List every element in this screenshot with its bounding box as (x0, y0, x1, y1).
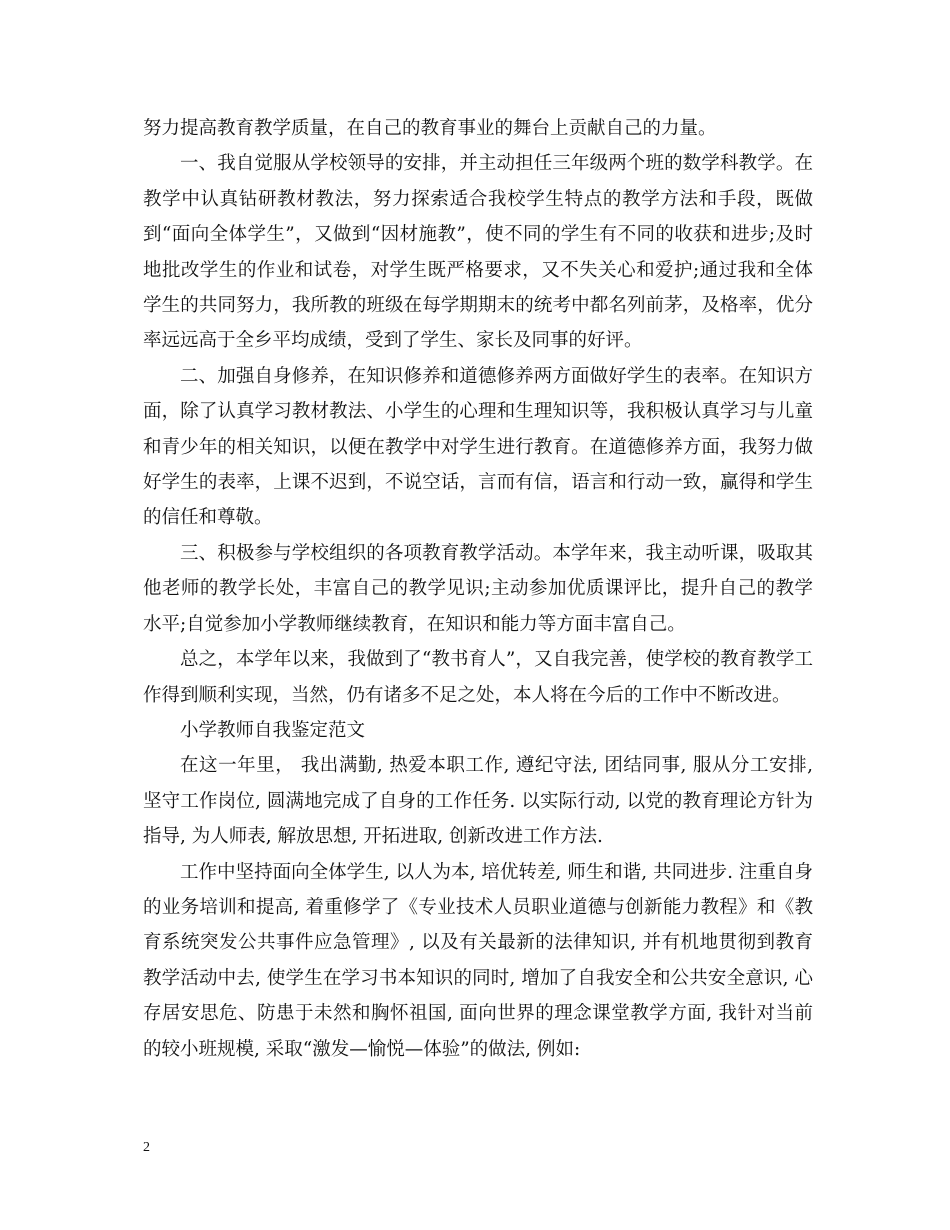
paragraph-continuation: 努力提高教育教学质量，在自己的教育事业的舞台上贡献自己的力量。 (143, 118, 717, 139)
page-number: 2 (143, 1140, 150, 1155)
paragraph-year-review: 在这一年里， 我出满勤, 热爱本职工作, 遵纪守法, 团结同事, 服从分工安排, 坚守工作岗位, 圆满地完成了自身的工作任务. 以实际行动, 以党的教育理论方针为指导, 为人师表, 解放思想, 开拓进取, 创新改进工作方法. (143, 755, 813, 848)
paragraph-item-three: 三、积极参与学校组织的各项教育教学活动。本学年来，我主动听课，吸取其他老师的教学长处，丰富自己的教学见识;主动参加优质课评比，提升自己的教学水平;自觉参加小学教师继续教育，在知识和能力等方面丰富自己。 (143, 542, 813, 635)
section-heading: 小学教师自我鉴定范文 (180, 719, 366, 741)
paragraph-item-two: 二、加强自身修养，在知识修养和道德修养两方面做好学生的表率。在知识方面，除了认真学习教材教法、小学生的心理和生理知识等，我积极认真学习与儿童和青少年的相关知识，以便在教学中对学生进行教育。在道德修养方面，我努力做好学生的表率，上课不迟到，不说空话，言而有信，语言和行动一致，赢得和学生的信任和尊敬。 (143, 365, 813, 529)
paragraph-summary: 总之，本学年以来，我做到了“教书育人”，又自我完善，使学校的教育教学工作得到顺利实现，当然，仍有诸多不足之处，本人将在今后的工作中不断改进。 (143, 649, 813, 706)
paragraph-work-approach: 工作中坚持面向全体学生, 以人为本, 培优转差, 师生和谐, 共同进步. 注重自身的业务培训和提高, 着重修学了《专业技术人员职业道德与创新能力教程》和《教育系统突发公共事件应急管理》, 以及有关最新的法律知识, 并有机地贯彻到教育教学活动中去, 使学生在学习书本知识的同时, 增加了自我安全和公共安全意识, 心存居安思危、防患于未然和胸怀祖国, 面向世界的理念课堂教学方面, 我针对当前的较小班规模, 采取“激发—愉悦—体验”的做法, 例如: (143, 861, 813, 1060)
document-body (143, 111, 813, 1067)
paragraph-item-one: 一、我自觉服从学校领导的安排，并主动担任三年级两个班的数学科教学。在教学中认真钻研教材教法，努力探索适合我校学生特点的教学方法和手段，既做到“面向全体学生”，又做到“因材施教”，使不同的学生有不同的收获和进步;及时地批改学生的作业和试卷，对学生既严格要求，又不失关心和爱护;通过我和全体学生的共同努力，我所教的班级在每学期期末的统考中都名列前茅，及格率，优分率远远高于全乡平均成绩，受到了学生、家长及同事的好评。 (143, 153, 813, 352)
